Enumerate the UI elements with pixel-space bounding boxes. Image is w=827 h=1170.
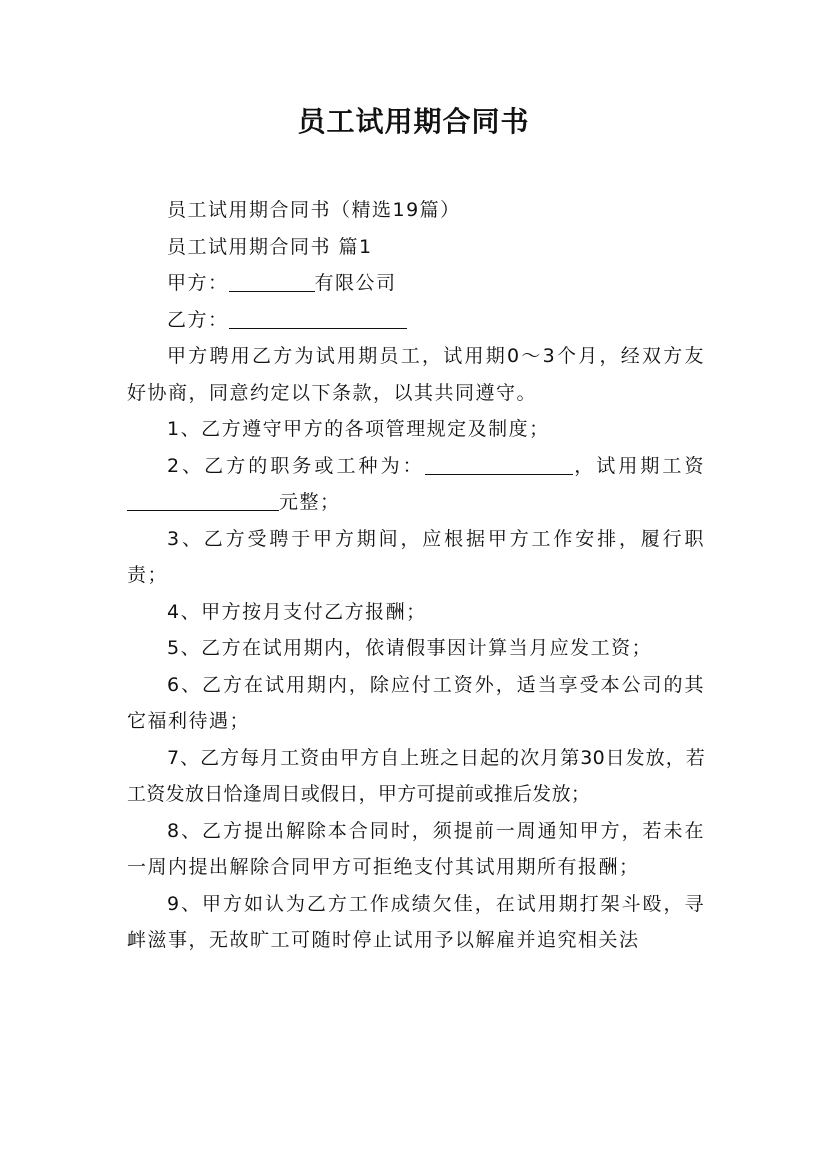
job-title-blank (425, 452, 573, 475)
section-heading: 员工试用期合同书 篇1 (167, 235, 373, 258)
party-a-label: 甲方： (167, 272, 229, 294)
clause-5: 5、乙方在试用期内，依请假事因计算当月应发工资； (167, 637, 653, 659)
clause-9: 9、甲方如认为乙方工作成绩欠佳，在试用期打架斗殴，寻衅滋事，无故旷工可随时停止试用予以解雇并追究相关法 (127, 892, 705, 951)
party-b-line (127, 302, 705, 339)
clause-2 (127, 448, 705, 521)
clause-3: 3、乙方受聘于甲方期间，应根据甲方工作安排，履行职责； (127, 527, 705, 586)
party-b-label: 乙方： (167, 308, 229, 331)
wage-blank (127, 488, 279, 511)
clause-8: 8、乙方提出解除本合同时，须提前一周通知甲方，若未在一周内提出解除合同甲方可拒绝支付其试用期所有报酬； (127, 819, 705, 878)
clause-2-prefix: 2、乙方的职务或工种为： (167, 454, 425, 477)
intro-paragraph: 甲方聘用乙方为试用期员工，试用期0～3个月，经双方友好协商，同意约定以下条款，以其共同遵守。 (127, 345, 705, 404)
clause-1: 1、乙方遵守甲方的各项管理规定及制度； (167, 418, 550, 440)
party-a-suffix: 有限公司 (314, 272, 397, 294)
clause-2-middle: ，试用期工资 (572, 454, 705, 477)
party-a-blank (229, 269, 315, 292)
party-b-blank (229, 306, 407, 329)
subtitle-line: 员工试用期合同书（精选19篇） (167, 199, 461, 221)
document-title: 员工试用期合同书 (297, 105, 530, 138)
document-body (127, 192, 705, 959)
party-a-line (127, 265, 705, 302)
clause-4: 4、甲方按月支付乙方报酬； (167, 600, 427, 623)
clause-2-suffix: 元整； (279, 491, 341, 513)
clause-6: 6、乙方在试用期内，除应付工资外，适当享受本公司的其它福利待遇； (127, 673, 705, 732)
clause-7: 7、乙方每月工资由甲方自上班之日起的次月第30日发放，若工资发放日恰逢周日或假日，甲方可提前或推后发放； (127, 746, 705, 805)
